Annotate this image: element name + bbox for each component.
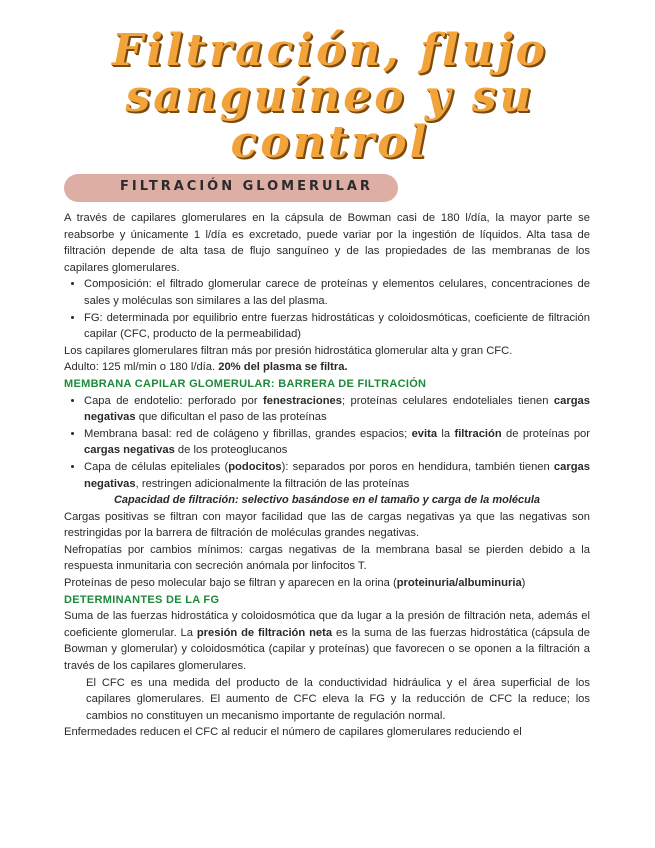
text-bold: presión de filtración neta <box>196 626 333 639</box>
composition-list <box>64 276 590 342</box>
list-item <box>84 393 590 426</box>
proteinuria-paragraph <box>64 575 590 592</box>
text-bold: fenestraciones <box>263 394 342 407</box>
main-content <box>64 210 590 741</box>
adult-rate-text: Adulto: 125 ml/min o 180 l/día. <box>64 361 219 374</box>
text: de proteínas por <box>501 427 590 440</box>
filtration-capacity-caption: Capacidad de filtración: selectivo basándose en el tamaño y carga de la molécula <box>113 494 541 507</box>
text: , restringen adicionalmente la filtración de las proteínas <box>135 477 410 490</box>
text-bold: cargas negativas <box>84 460 590 490</box>
section-banner <box>64 174 398 202</box>
text-bold: podocitos <box>228 460 282 473</box>
text: ): separados por poros en hendidura, también tienen <box>281 460 554 473</box>
text: es la suma de las fuerzas hidrostática (cápsula de Bowman y glomerular) y coloidosmótica (capilar y proteínas) que favorecen o se oponen a la filtración a través de los capilares glomerulares. <box>64 626 590 673</box>
disease-paragraph: Enfermedades reducen el CFC al reducir el número de capilares glomerulares reduciendo el <box>64 726 522 739</box>
net-pressure-paragraph <box>64 608 590 674</box>
charges-paragraph: Cargas positivas se filtran con mayor facilidad que las de cargas negativas ya que las negativas son restringidas por la barrera de filtración de moléculas grandes negativas. <box>64 510 590 540</box>
text-bold: filtración <box>454 427 502 440</box>
section-banner-label: FILTRACIÓN GLOMERULAR <box>120 179 373 194</box>
text: ) <box>521 577 526 590</box>
list-item <box>84 426 590 459</box>
text: Suma de las fuerzas hidrostática y coloidosmótica que da lugar a la presión de filtración neta, además el coeficiente glomerular. La <box>64 610 590 639</box>
list-item: • Composición: el filtrado glomerular carece de proteínas y elementos celulares, concentraciones de sales y moléculas son similares a las del plasma. <box>84 276 590 309</box>
membrane-heading: MEMBRANA CAPILAR GLOMERULAR: BARRERA DE FILTRACIÓN <box>64 377 427 390</box>
page-title: Filtración, flujo sanguíneo y su control <box>111 25 549 168</box>
cfc-paragraph: El CFC es una medida del producto de la conductividad hidráulica y el área superficial de los capilares glomerulares. El aumento de CFC eleva la FG y la reducción de CFC la reduce; los cambios no constituyen un mecanismo importante de regulación normal. <box>86 676 590 722</box>
text-bold: evita <box>411 427 438 440</box>
list-item <box>84 459 590 492</box>
text: que dificultan el paso de las proteínas <box>135 411 327 424</box>
adult-rate-bold: 20% del plasma se filtra. <box>218 361 348 374</box>
text: Capa de células epiteliales ( <box>84 460 229 473</box>
text: Capa de endotelio: perforado por <box>84 394 263 407</box>
text-bold: cargas negativas <box>84 394 590 424</box>
text-bold: cargas negativas <box>84 444 175 457</box>
intro-paragraph: A través de capilares glomerulares en la cápsula de Bowman casi de 180 l/día, la mayor parte se reabsorbe y únicamente 1 l/día es excretado, puede variar por la ingestión de líquidos. Alta tasa de filtración depende de alta tasa de flujo sanguíneo y de las propiedades de las membranas de los capilares glomerulares. <box>64 212 590 274</box>
text: de los proteoglucanos <box>174 444 288 457</box>
list-item: • FG: determinada por equilibrio entre fuerzas hidrostáticas y coloidosmóticas, coeficiente de filtración capilar (CFC, producto de la permeabilidad) <box>84 310 590 343</box>
adult-rate-paragraph <box>64 359 590 376</box>
nephropathy-paragraph: Nefropatías por cambios mínimos: cargas negativas de la membrana basal se pierden debido a la respuesta inmunitaria con secreción anómala por linfocitos T. <box>64 543 590 573</box>
text: Membrana basal: red de colágeno y fibrillas, grandes espacios; <box>84 427 412 440</box>
filtration-paragraph: Los capilares glomerulares filtran más por presión hidrostática glomerular alta y gran CFC. <box>64 344 513 357</box>
text: ; proteínas celulares endoteliales tienen <box>341 394 554 407</box>
determinants-heading: DETERMINANTES DE LA FG <box>64 593 220 606</box>
text: Proteínas de peso molecular bajo se filtran y aparecen en la orina ( <box>64 577 397 590</box>
text-bold: proteinuria/albuminuria <box>396 577 522 590</box>
text: la <box>437 427 455 440</box>
membrane-list <box>64 393 590 493</box>
